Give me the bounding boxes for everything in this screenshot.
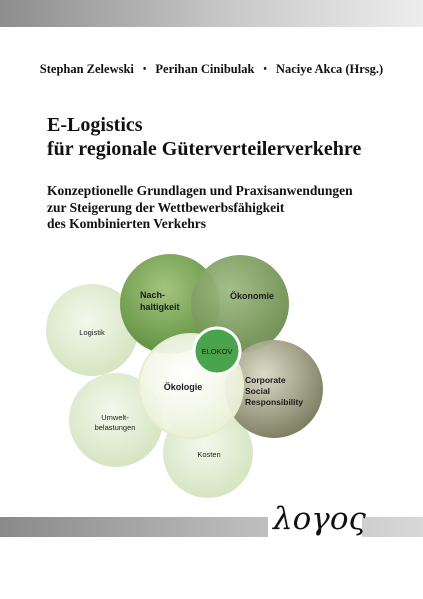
title-line-2: für regionale Güterverteilerverkehre xyxy=(47,138,362,160)
nachhaltigkeit-label-1: Nach- xyxy=(140,290,166,300)
subtitle-line-3: des Kombinierten Verkehrs xyxy=(47,216,207,231)
umwelt-label-2: belastungen xyxy=(94,423,136,432)
kosten-label: Kosten xyxy=(197,450,221,459)
elokov-label: ELOKOV xyxy=(201,347,233,356)
publisher-logo: λογος xyxy=(273,501,366,537)
separator-dot: • xyxy=(263,64,267,75)
csr-label-3: Responsibility xyxy=(245,397,304,407)
oekonomie-label: Ökonomie xyxy=(229,291,275,301)
subtitle-line-1: Konzeptionelle Grundlagen und Praxisanwendungen xyxy=(47,183,353,198)
csr-label-1: Corporate xyxy=(245,375,286,385)
csr-label-2: Social xyxy=(245,386,271,396)
umwelt-label-1: Umwelt- xyxy=(101,413,129,422)
oekologie-label: Ökologie xyxy=(163,382,203,392)
author-3: Naciye Akca (Hrsg.) xyxy=(275,62,384,76)
book-title xyxy=(47,113,361,161)
title-line-1: E-Logistics xyxy=(47,114,143,136)
top-grey-band xyxy=(0,0,423,27)
subtitle-line-2: zur Steigerung der Wettbewerbsfähigkeit xyxy=(47,199,285,215)
book-subtitle xyxy=(47,183,353,233)
nachhaltigkeit-label-2: haltigkeit xyxy=(140,302,180,312)
logistik-label: Logistik xyxy=(79,328,105,337)
elokov-circle-diagram xyxy=(40,248,340,498)
author-2: Perihan Cinibulak xyxy=(155,62,255,76)
separator-dot: • xyxy=(142,64,147,75)
author-line xyxy=(0,62,423,77)
author-1: Stephan Zelewski xyxy=(39,62,134,76)
